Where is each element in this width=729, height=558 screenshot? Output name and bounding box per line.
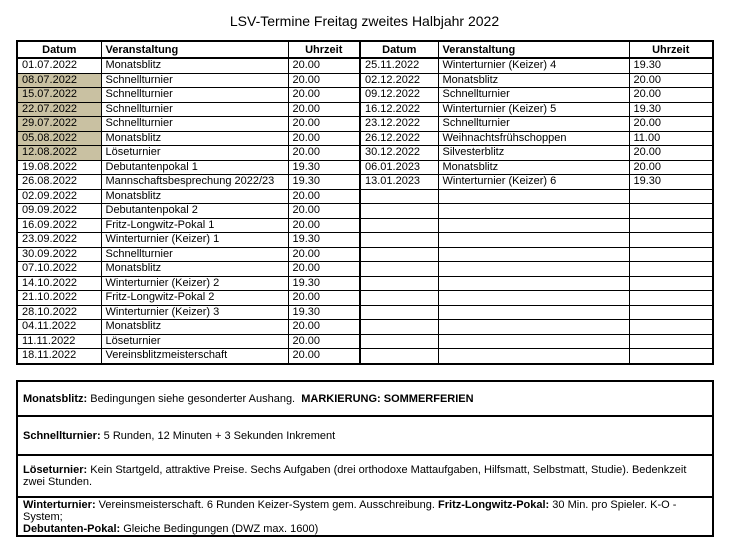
left-date-cell: 15.07.2022 <box>17 88 101 103</box>
left-event-cell: Debutantenpokal 1 <box>101 160 288 175</box>
left-time-cell: 19.30 <box>288 175 360 190</box>
right-event-cell <box>438 320 629 335</box>
header-row <box>17 41 713 58</box>
note-term: MARKIERUNG: SOMMERFERIEN <box>301 392 474 405</box>
schedule-table <box>16 40 714 365</box>
right-time-cell: 20.00 <box>629 117 713 132</box>
left-date-cell: 29.07.2022 <box>17 117 101 132</box>
table-row <box>17 131 713 146</box>
left-time-cell: 20.00 <box>288 334 360 349</box>
left-time-cell: 20.00 <box>288 218 360 233</box>
table-row <box>17 334 713 349</box>
left-date-cell: 16.09.2022 <box>17 218 101 233</box>
table-row <box>17 175 713 190</box>
left-date-cell: 22.07.2022 <box>17 102 101 117</box>
right-date-cell <box>360 334 438 349</box>
right-time-cell <box>629 189 713 204</box>
right-event-cell <box>438 349 629 364</box>
left-time-cell: 19.30 <box>288 233 360 248</box>
note-term: Winterturnier: <box>23 498 96 511</box>
right-date-cell: 16.12.2022 <box>360 102 438 117</box>
header-right-time: Uhrzeit <box>629 41 713 58</box>
right-event-cell <box>438 262 629 277</box>
left-event-cell: Vereinsblitzmeisterschaft <box>101 349 288 364</box>
right-event-cell <box>438 189 629 204</box>
left-event-cell: Monatsblitz <box>101 58 288 73</box>
table-row <box>17 233 713 248</box>
right-date-cell <box>360 247 438 262</box>
right-date-cell <box>360 276 438 291</box>
note-text <box>23 393 474 405</box>
left-time-cell: 20.00 <box>288 73 360 88</box>
right-event-cell: Monatsblitz <box>438 160 629 175</box>
right-time-cell <box>629 276 713 291</box>
page-title: LSV-Termine Freitag zweites Halbjahr 2022 <box>229 13 500 29</box>
table-row <box>17 276 713 291</box>
right-time-cell <box>629 233 713 248</box>
right-event-cell <box>438 305 629 320</box>
header-left-date: Datum <box>17 41 101 58</box>
table-row <box>17 58 713 73</box>
table-row <box>17 349 713 364</box>
right-event-cell: Schnellturnier <box>438 88 629 103</box>
right-time-cell: 19.30 <box>629 58 713 73</box>
left-event-cell: Winterturnier (Keizer) 1 <box>101 233 288 248</box>
note-description: 5 Runden, 12 Minuten + 3 Sekunden Inkrement <box>100 429 336 442</box>
right-event-cell <box>438 276 629 291</box>
note-description: Bedingungen siehe gesonderter Aushang. <box>87 392 302 405</box>
note-text <box>23 499 707 535</box>
right-time-cell: 19.30 <box>629 102 713 117</box>
left-time-cell: 20.00 <box>288 262 360 277</box>
table-row <box>17 73 713 88</box>
right-event-cell: Monatsblitz <box>438 73 629 88</box>
left-time-cell: 19.30 <box>288 305 360 320</box>
note-box <box>16 496 714 537</box>
table-row <box>17 291 713 306</box>
table-row <box>17 117 713 132</box>
right-date-cell <box>360 218 438 233</box>
right-event-cell: Silvesterblitz <box>438 146 629 161</box>
header-left-time: Uhrzeit <box>288 41 360 58</box>
left-event-cell: Winterturnier (Keizer) 3 <box>101 305 288 320</box>
right-date-cell: 13.01.2023 <box>360 175 438 190</box>
header-right-date: Datum <box>360 41 438 58</box>
right-time-cell <box>629 204 713 219</box>
left-date-cell: 23.09.2022 <box>17 233 101 248</box>
left-time-cell: 20.00 <box>288 88 360 103</box>
header-left-event: Veranstaltung <box>101 41 288 58</box>
left-time-cell: 20.00 <box>288 189 360 204</box>
left-time-cell: 20.00 <box>288 204 360 219</box>
right-date-cell: 02.12.2022 <box>360 73 438 88</box>
right-event-cell <box>438 233 629 248</box>
left-date-cell: 28.10.2022 <box>17 305 101 320</box>
right-date-cell <box>360 189 438 204</box>
right-time-cell <box>629 291 713 306</box>
note-box <box>16 454 714 498</box>
note-description: Kein Startgeld, attraktive Preise. Sechs Aufgaben (drei orthodoxe Mattaufgaben, Hilfsmatt, Selbstmatt, Studie). Bedenkzeit zwei Stunden. <box>23 464 690 488</box>
table-row <box>17 204 713 219</box>
left-event-cell: Mannschaftsbesprechung 2022/23 <box>101 175 288 190</box>
left-date-cell: 08.07.2022 <box>17 73 101 88</box>
note-term: Monatsblitz: <box>23 392 88 405</box>
right-time-cell: 19.30 <box>629 175 713 190</box>
right-date-cell: 09.12.2022 <box>360 88 438 103</box>
left-event-cell: Schnellturnier <box>101 88 288 103</box>
right-date-cell <box>360 233 438 248</box>
left-event-cell: Schnellturnier <box>101 117 288 132</box>
note-box <box>16 380 714 417</box>
right-date-cell <box>360 262 438 277</box>
right-time-cell <box>629 218 713 233</box>
left-date-cell: 05.08.2022 <box>17 131 101 146</box>
left-event-cell: Monatsblitz <box>101 262 288 277</box>
left-time-cell: 20.00 <box>288 291 360 306</box>
left-date-cell: 14.10.2022 <box>17 276 101 291</box>
note-box <box>16 415 714 456</box>
left-date-cell: 30.09.2022 <box>17 247 101 262</box>
left-time-cell: 19.30 <box>288 276 360 291</box>
right-event-cell <box>438 218 629 233</box>
left-event-cell: Winterturnier (Keizer) 2 <box>101 276 288 291</box>
note-term: Debutanten-Pokal: <box>23 522 121 535</box>
right-event-cell: Winterturnier (Keizer) 6 <box>438 175 629 190</box>
right-event-cell: Winterturnier (Keizer) 4 <box>438 58 629 73</box>
table-row <box>17 262 713 277</box>
left-event-cell: Monatsblitz <box>101 131 288 146</box>
right-date-cell: 23.12.2022 <box>360 117 438 132</box>
left-event-cell: Fritz-Longwitz-Pokal 2 <box>101 291 288 306</box>
table-row <box>17 305 713 320</box>
right-time-cell: 20.00 <box>629 88 713 103</box>
table-row <box>17 247 713 262</box>
right-event-cell <box>438 204 629 219</box>
note-term: Schnellturnier: <box>23 429 101 442</box>
left-event-cell: Löseturnier <box>101 334 288 349</box>
right-event-cell: Winterturnier (Keizer) 5 <box>438 102 629 117</box>
left-date-cell: 01.07.2022 <box>17 58 101 73</box>
left-date-cell: 04.11.2022 <box>17 320 101 335</box>
note-text <box>23 430 335 442</box>
table-row <box>17 320 713 335</box>
left-event-cell: Fritz-Longwitz-Pokal 1 <box>101 218 288 233</box>
table-row <box>17 189 713 204</box>
right-time-cell <box>629 349 713 364</box>
right-time-cell <box>629 320 713 335</box>
note-text <box>23 464 707 488</box>
right-event-cell <box>438 247 629 262</box>
left-date-cell: 21.10.2022 <box>17 291 101 306</box>
right-date-cell <box>360 291 438 306</box>
table-row <box>17 88 713 103</box>
left-time-cell: 20.00 <box>288 320 360 335</box>
right-time-cell <box>629 305 713 320</box>
table-body <box>17 58 713 364</box>
left-date-cell: 09.09.2022 <box>17 204 101 219</box>
left-time-cell: 20.00 <box>288 58 360 73</box>
left-time-cell: 19.30 <box>288 160 360 175</box>
note-description: Gleiche Bedingungen (DWZ max. 1600) <box>120 522 319 535</box>
right-time-cell <box>629 334 713 349</box>
right-event-cell <box>438 334 629 349</box>
left-date-cell: 02.09.2022 <box>17 189 101 204</box>
right-event-cell <box>438 291 629 306</box>
left-date-cell: 18.11.2022 <box>17 349 101 364</box>
right-time-cell: 20.00 <box>629 146 713 161</box>
left-date-cell: 12.08.2022 <box>17 146 101 161</box>
table-header <box>17 41 713 58</box>
left-event-cell: Monatsblitz <box>101 189 288 204</box>
left-event-cell: Löseturnier <box>101 146 288 161</box>
left-time-cell: 20.00 <box>288 146 360 161</box>
right-date-cell <box>360 349 438 364</box>
right-time-cell: 11.00 <box>629 131 713 146</box>
left-event-cell: Debutantenpokal 2 <box>101 204 288 219</box>
right-time-cell: 20.00 <box>629 73 713 88</box>
right-event-cell: Weihnachtsfrühschoppen <box>438 131 629 146</box>
note-term: Löseturnier: <box>23 464 88 476</box>
right-date-cell: 25.11.2022 <box>360 58 438 73</box>
left-date-cell: 26.08.2022 <box>17 175 101 190</box>
note-description: 30 Min. pro Spieler. K-O -System; <box>23 498 677 523</box>
right-date-cell: 06.01.2023 <box>360 160 438 175</box>
notes-section <box>16 382 714 537</box>
left-event-cell: Schnellturnier <box>101 73 288 88</box>
right-time-cell <box>629 262 713 277</box>
left-date-cell: 19.08.2022 <box>17 160 101 175</box>
right-time-cell: 20.00 <box>629 160 713 175</box>
left-date-cell: 07.10.2022 <box>17 262 101 277</box>
left-time-cell: 20.00 <box>288 349 360 364</box>
note-term: Fritz-Longwitz-Pokal: <box>438 498 550 511</box>
left-date-cell: 11.11.2022 <box>17 334 101 349</box>
left-event-cell: Schnellturnier <box>101 247 288 262</box>
right-event-cell: Schnellturnier <box>438 117 629 132</box>
note-description: Vereinsmeisterschaft. 6 Runden Keizer-System gem. Ausschreibung. <box>95 498 439 511</box>
table-row <box>17 160 713 175</box>
left-time-cell: 20.00 <box>288 131 360 146</box>
table-row <box>17 218 713 233</box>
right-date-cell <box>360 305 438 320</box>
left-event-cell: Schnellturnier <box>101 102 288 117</box>
left-time-cell: 20.00 <box>288 102 360 117</box>
table-row <box>17 102 713 117</box>
right-date-cell <box>360 204 438 219</box>
header-right-event: Veranstaltung <box>438 41 629 58</box>
left-time-cell: 20.00 <box>288 117 360 132</box>
right-time-cell <box>629 247 713 262</box>
left-event-cell: Monatsblitz <box>101 320 288 335</box>
left-time-cell: 20.00 <box>288 247 360 262</box>
table-row <box>17 146 713 161</box>
right-date-cell <box>360 320 438 335</box>
right-date-cell: 26.12.2022 <box>360 131 438 146</box>
right-date-cell: 30.12.2022 <box>360 146 438 161</box>
